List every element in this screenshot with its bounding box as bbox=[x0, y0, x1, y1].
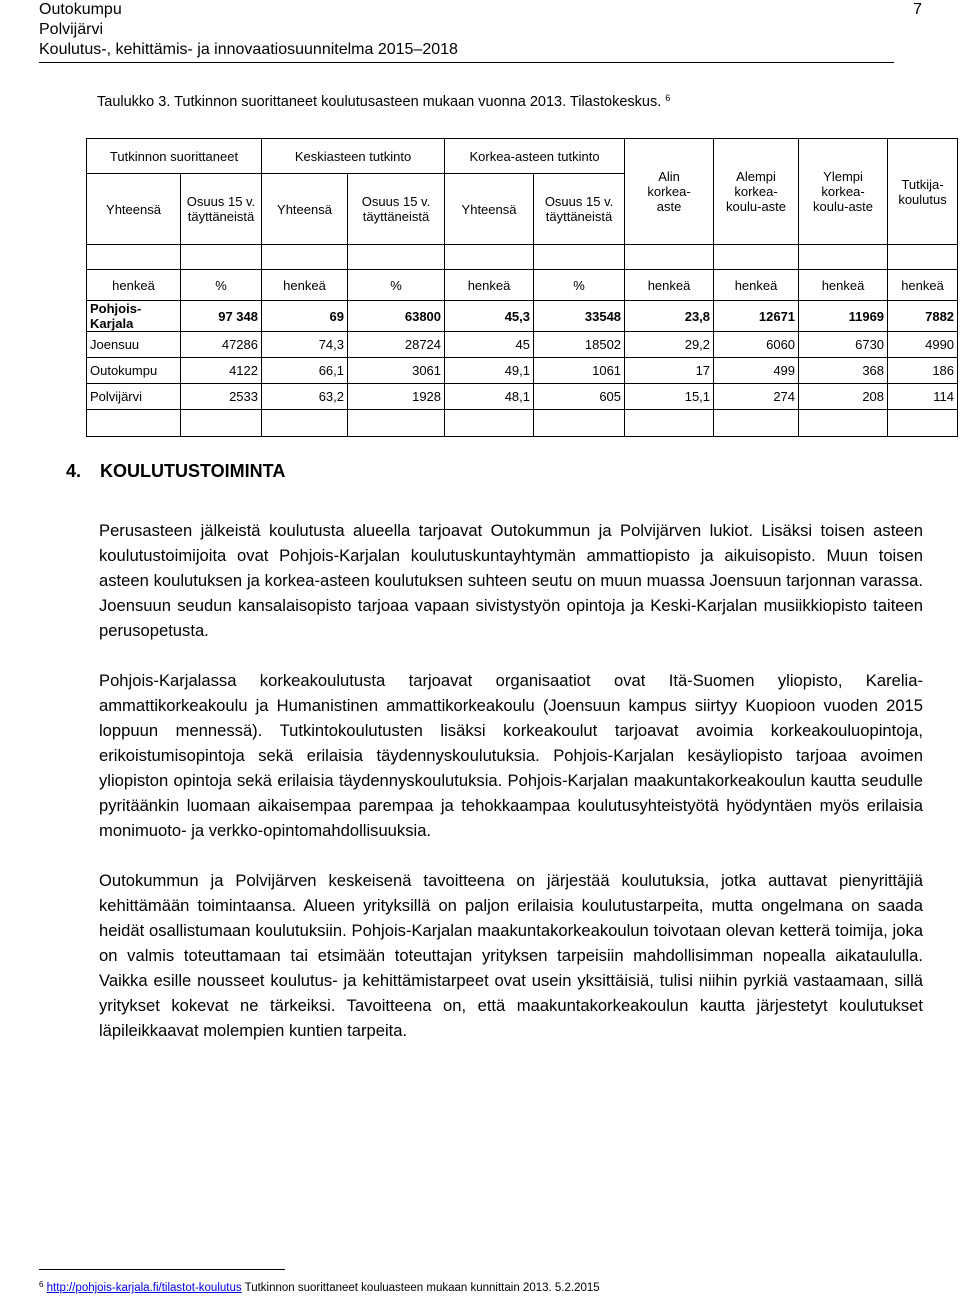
table-cell: 17 bbox=[625, 358, 714, 384]
section-number: 4. bbox=[66, 461, 82, 481]
section-title: KOULUTUSTOIMINTA bbox=[100, 461, 286, 481]
table-cell: 605 bbox=[534, 384, 625, 410]
table-cell: 499 bbox=[714, 358, 799, 384]
group-header-secondary: Keskiasteen tutkinto bbox=[262, 139, 445, 174]
table-cell: 1928 bbox=[348, 384, 445, 410]
footnote-number: 6 bbox=[39, 1280, 44, 1289]
unit-cell: henkeä bbox=[714, 270, 799, 301]
education-stats-table bbox=[86, 138, 958, 437]
header-divider bbox=[39, 62, 894, 63]
unit-cell: henkeä bbox=[888, 270, 958, 301]
table-cell: 6730 bbox=[799, 332, 888, 358]
table-cell: 28724 bbox=[348, 332, 445, 358]
table-cell: 7882 bbox=[888, 301, 958, 332]
col-header-secondary-count: Yhteensä bbox=[262, 174, 348, 245]
table-cell: 66,1 bbox=[262, 358, 348, 384]
table-cell: 97 348 bbox=[181, 301, 262, 332]
header-line-3: Koulutus-, kehittämis- ja innovaatiosuunnitelma 2015–2018 bbox=[39, 41, 458, 58]
table-cell: 11969 bbox=[799, 301, 888, 332]
table-cell: 274 bbox=[714, 384, 799, 410]
unit-cell: henkeä bbox=[799, 270, 888, 301]
table-cell: 208 bbox=[799, 384, 888, 410]
table-cell: 45,3 bbox=[445, 301, 534, 332]
row-label: Polvijärvi bbox=[87, 384, 181, 410]
running-header bbox=[39, 0, 458, 60]
col-header-research: Tutkija- koulutus bbox=[888, 139, 958, 245]
table-cell: 1061 bbox=[534, 358, 625, 384]
table-cell: 15,1 bbox=[625, 384, 714, 410]
col-header-lowest-tertiary: Alin korkea- aste bbox=[625, 139, 714, 245]
table-cell: 186 bbox=[888, 358, 958, 384]
row-label: Pohjois-Karjala bbox=[87, 301, 181, 332]
table-cell: 6060 bbox=[714, 332, 799, 358]
caption-text: Taulukko 3. Tutkinnon suorittaneet koulutusasteen mukaan vuonna 2013. Tilastokeskus. bbox=[97, 94, 662, 110]
col-header-lower-university: Alempi korkea- koulu-aste bbox=[714, 139, 799, 245]
page-number: 7 bbox=[913, 1, 922, 18]
col-header-total-share: Osuus 15 v. täyttäneistä bbox=[181, 174, 262, 245]
table-cell: 23,8 bbox=[625, 301, 714, 332]
unit-cell: henkeä bbox=[625, 270, 714, 301]
unit-cell: henkeä bbox=[262, 270, 348, 301]
table-cell: 63800 bbox=[348, 301, 445, 332]
paragraph-1: Perusasteen jälkeistä koulutusta alueella tarjoavat Outokummun ja Polvijärven lukiot. Lisäksi toisen asteen koulutustoimijoita ovat Pohjois-Karjalan koulutuskuntayhtymän ammattiopisto ja aikuisopisto. Muun toisen asteen koulutuksen ja korkea-asteen koulutuksen suhteen seutu on muun muassa Joensuun tarjonnan varassa. Joensuun seudun kansalaisopisto tarjoaa vapaan sivistystyön opintoja ja Keski-Karjalan musiikkiopisto taiteen perusopetusta. bbox=[99, 521, 923, 640]
unit-row bbox=[87, 270, 958, 301]
paragraph-3: Outokummun ja Polvijärven keskeisenä tavoitteena on järjestää koulutuksia, jotka auttavat pienyrittäjiä kehittämään toimintaansa. Alueen yrityksillä on paljon erilaisia koulutustarpeita, mutta ongelmana on saada heidät osallistumaan koulutuksiin. Pohjois-Karjalan maakuntakorkeakoulun toivotaan olevan ketterä toimija, joka on valmis toteuttamaan tai etsimään toteuttajan yrityksen tarpeisiin mahdollisimman nopealla aikataululla. Vaikka esille nousseet koulutus- ja kehittämistarpeet ovat usein yksittäisiä, tulisi niihin pyrkiä vastaamaan, sillä yritykset kokevat ne tärkeiksi. Tavoitteena on, että maakuntakorkeakoulun kautta järjestetyt koulutukset läpileikkaavat molempien kuntien tarpeita. bbox=[99, 871, 923, 1040]
group-header-row bbox=[87, 139, 958, 174]
group-header-tertiary: Korkea-asteen tutkinto bbox=[445, 139, 625, 174]
table-cell: 3061 bbox=[348, 358, 445, 384]
table-cell: 4122 bbox=[181, 358, 262, 384]
table-cell: 48,1 bbox=[445, 384, 534, 410]
spacer-row bbox=[87, 245, 958, 270]
table-cell: 12671 bbox=[714, 301, 799, 332]
row-label: Outokumpu bbox=[87, 358, 181, 384]
caption-footnote-ref: 6 bbox=[665, 93, 671, 103]
footnote-link[interactable]: http://pohjois-karjala.fi/tilastot-koulutus bbox=[46, 1282, 242, 1294]
col-header-secondary-share: Osuus 15 v. täyttäneistä bbox=[348, 174, 445, 245]
table-cell: 114 bbox=[888, 384, 958, 410]
table-cell: 2533 bbox=[181, 384, 262, 410]
table-cell: 69 bbox=[262, 301, 348, 332]
table-cell: 368 bbox=[799, 358, 888, 384]
table-cell: 33548 bbox=[534, 301, 625, 332]
paragraph-2: Pohjois-Karjalassa korkeakoulutusta tarjoavat organisaatiot ovat Itä-Suomen yliopisto, Karelia-ammattikorkeakoulu ja Humanistinen ammattikorkeakoulu (Joensuun kampus siirtyy Kuopioon vuoden 2015 loppuun mennessä). Tutkintokoulutusten lisäksi korkeakoulut tarjoavat avoimia korkeakouluopintoja, erikoistumisopintoja sekä erilaisia täydennyskoulutuksia. Pohjois-Karjalan kesäyliopisto tarjoaa avoimen yliopiston opintoja sekä erilaisia täydennyskoulutuksia. Pohjois-Karjalan maakuntakorkeakoulun kautta seudulle pyritäänkin luomaan aikaisempaa parempaa ja tehokkaampaa koulutusyhteistyötä hyödyntäen myös erilaisia monimuoto- ja verkko-opintomahdollisuuksia. bbox=[99, 671, 923, 840]
footnote-divider bbox=[39, 1269, 285, 1270]
unit-cell: % bbox=[181, 270, 262, 301]
header-line-2: Polvijärvi bbox=[39, 21, 104, 38]
table-cell: 4990 bbox=[888, 332, 958, 358]
body-text bbox=[99, 518, 923, 1068]
table-cell: 29,2 bbox=[625, 332, 714, 358]
table-cell: 47286 bbox=[181, 332, 262, 358]
unit-cell: % bbox=[348, 270, 445, 301]
unit-cell: henkeä bbox=[445, 270, 534, 301]
unit-cell: henkeä bbox=[87, 270, 181, 301]
col-header-higher-university: Ylempi korkea- koulu-aste bbox=[799, 139, 888, 245]
unit-cell: % bbox=[534, 270, 625, 301]
col-header-tertiary-share: Osuus 15 v. täyttäneistä bbox=[534, 174, 625, 245]
table-cell: 74,3 bbox=[262, 332, 348, 358]
table-cell: 45 bbox=[445, 332, 534, 358]
table-row-pohjois-karjala bbox=[87, 301, 958, 332]
row-label: Joensuu bbox=[87, 332, 181, 358]
section-heading bbox=[66, 460, 285, 482]
footnote-text: Tutkinnon suorittaneet kouluasteen mukaan kunnittain 2013. 5.2.2015 bbox=[241, 1282, 600, 1294]
table-cell: 49,1 bbox=[445, 358, 534, 384]
table-row-outokumpu bbox=[87, 358, 958, 384]
table-row-joensuu bbox=[87, 332, 958, 358]
col-header-total-count: Yhteensä bbox=[87, 174, 181, 245]
table-row-polvijarvi bbox=[87, 384, 958, 410]
table-caption bbox=[97, 89, 670, 111]
group-header-total: Tutkinnon suorittaneet bbox=[87, 139, 262, 174]
header-line-1: Outokumpu bbox=[39, 1, 122, 18]
table-cell: 63,2 bbox=[262, 384, 348, 410]
table-row-empty bbox=[87, 410, 958, 437]
table-cell: 18502 bbox=[534, 332, 625, 358]
footnote bbox=[39, 1278, 600, 1295]
col-header-tertiary-count: Yhteensä bbox=[445, 174, 534, 245]
